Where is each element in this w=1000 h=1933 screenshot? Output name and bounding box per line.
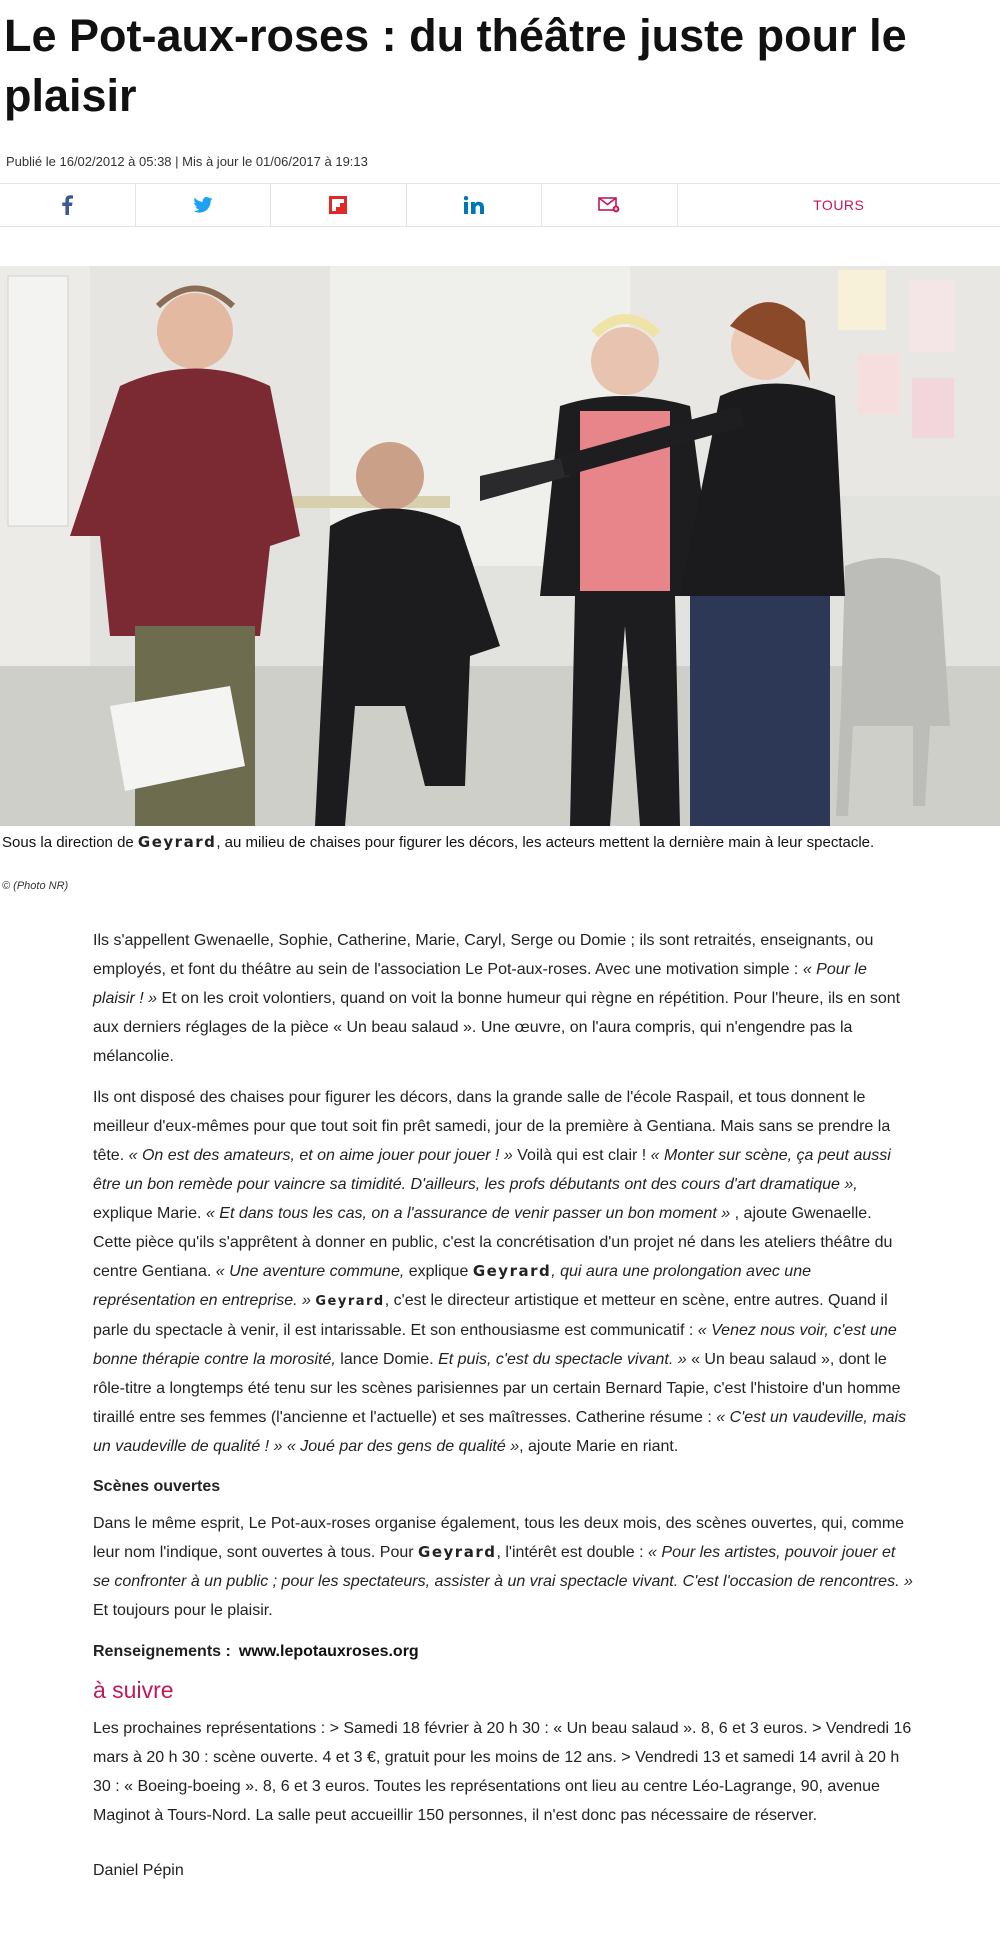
text-span: Voilà qui est clair !: [517, 1147, 647, 1164]
text-span: Ils s'appellent Gwenaelle, Sophie, Catherine, Marie, Caryl, Serge ou Domie ; ils sont retraités, enseignants, ou employés, et font du théâtre au sein de l'association Le Pot-aux-roses. Avec une motivation simple :: [93, 932, 874, 978]
text-span: explique: [408, 1263, 469, 1280]
text-span: , c'est le directeur artistique et metteur en scène, entre autres. Quand il parle du spectacle à venir, il est intarissable. Et son enthousiasme est communicatif :: [93, 1292, 888, 1339]
photo-credit: © (Photo NR): [2, 880, 69, 892]
quote-span: « Une aventure commune,: [215, 1263, 405, 1280]
section-heading: Scènes ouvertes: [93, 1478, 221, 1495]
quote-span: , qui aura une prolongation avec une représentation en entreprise. »: [93, 1263, 811, 1309]
text-span: Et on les croit volontiers, quand on voit la bonne humeur qui règne en répétition. Pour l'heure, ils en sont aux derniers réglages de la pièce « Un beau salaud ». Une œuvre, on l'aura compris, qui n'engendre pas la mélancolie.: [93, 990, 901, 1065]
quote-span: « Monter sur scène, ça peut aussi être un bon remède pour vaincre sa timidité. D'ailleurs, les profs débutants ont des cours d'art dramatique »,: [93, 1147, 891, 1193]
photo-illustration: [0, 266, 1000, 826]
info-line: [93, 1637, 913, 1666]
quote-span: « Pour les artistes, pouvoir jouer et se confronter à un public ; pour les spectateurs, assister à un vrai spectacle vivant. C'est l'occasion de rencontres. »: [93, 1544, 913, 1590]
category-tag-label: TOURS: [813, 197, 865, 213]
text-span: « Un beau salaud », dont le rôle-titre a longtemps été tenu sur les scènes parisiennes par un certain Bernard Tapie, c'est l'histoire d'un homme tiraillé entre ses femmes (l'ancienne et l'actuelle) et ses maîtresses. Catherine résume :: [93, 1351, 901, 1426]
share-twitter-button[interactable]: [136, 184, 272, 226]
text-span: Dans le même esprit, Le Pot-aux-roses organise également, tous les deux mois, des scènes ouvertes, qui, comme leur nom l'indique, sont ouvertes à tous. Pour: [93, 1515, 905, 1561]
twitter-icon: [193, 197, 213, 213]
caption-text-start: Sous la direction de: [2, 834, 134, 851]
text-span: Et toujours pour le plaisir.: [93, 1602, 273, 1619]
article-title: Le Pot-aux-roses : du théâtre juste pour le plaisir: [4, 10, 907, 121]
redacted-name-signature: Geyrard: [315, 1294, 385, 1309]
article-photo: [0, 266, 1000, 826]
website-link[interactable]: www.lepotauxroses.org: [238, 1643, 419, 1660]
quote-span: « On est des amateurs, et on aime jouer pour jouer ! »: [128, 1147, 513, 1164]
share-facebook-button[interactable]: [0, 184, 136, 226]
quote-span: Et puis, c'est du spectacle vivant. »: [438, 1351, 687, 1368]
quote-span: « C'est un vaudeville, mais un vaudeville de qualité ! » « Joué par des gens de qualité »: [93, 1409, 907, 1455]
text-span: , ajoute Gwenaelle. Cette pièce qu'ils s'apprêtent à donner en public, c'est la concrétisation d'un projet né dans les ateliers théâtre du centre Gentiana.: [93, 1205, 893, 1280]
share-flipboard-button[interactable]: [271, 184, 407, 226]
text-span: , l'intérêt est double :: [496, 1544, 644, 1561]
paragraph-3: [93, 1509, 913, 1625]
paragraph-1: [93, 926, 913, 1071]
text-span: lance Domie.: [340, 1351, 434, 1368]
author-name: Daniel Pépin: [93, 1862, 184, 1879]
share-bar: [0, 183, 1000, 227]
publish-meta: Publié le 16/02/2012 à 05:38 | Mis à jour le 01/06/2017 à 19:13: [6, 154, 368, 169]
text-span: , ajoute Marie en riant.: [519, 1438, 679, 1455]
facebook-icon: [61, 195, 73, 215]
paragraph-4: Les prochaines représentations : > Samedi 18 février à 20 h 30 : « Un beau salaud ». 8, 6 et 3 euros. > Vendredi 16 mars à 20 h 30 : scène ouverte. 4 et 3 €, gratuit pour les moins de 12 ans. > Vendredi 13 et samedi 14 avril à 20 h 30 : « Boeing-boeing ». 8, 6 et 3 euros. Toutes les représentations ont lieu au centre Léo-Lagrange, 90, avenue Maginot à Tours-Nord. La salle peut accueillir 150 personnes, il n'est donc pas nécessaire de réserver.: [93, 1720, 912, 1824]
redacted-name-signature: Geyrard: [137, 833, 217, 851]
paragraph-2: [93, 1083, 913, 1461]
text-span: Ils ont disposé des chaises pour figurer les décors, dans la grande salle de l'école Raspail, et tous donnent le meilleur d'eux-mêmes pour que tout soit fin prêt samedi, jour de la première à Gentiana. Mais sans se prendre la tête.: [93, 1089, 891, 1164]
quote-span: « Venez nous voir, c'est une bonne thérapie contre la morosité,: [93, 1322, 897, 1368]
share-email-button[interactable]: [542, 184, 678, 226]
info-label: Renseignements :: [93, 1643, 231, 1660]
category-tag-tours[interactable]: [678, 184, 1000, 226]
redacted-name-signature: Geyrard: [418, 1543, 497, 1561]
quote-span: « Et dans tous les cas, on a l'assurance de venir passer un bon moment »: [205, 1205, 731, 1222]
flipboard-icon: [329, 196, 347, 214]
photo-caption: [2, 832, 987, 853]
text-span: explique Marie.: [93, 1205, 202, 1222]
quote-span: « Pour le plaisir ! »: [93, 961, 867, 1007]
share-linkedin-button[interactable]: [407, 184, 543, 226]
caption-text-end: , au milieu de chaises pour figurer les décors, les acteurs mettent la dernière main à leur spectacle.: [216, 834, 875, 851]
a-suivre-heading: à suivre: [93, 1677, 174, 1703]
redacted-name-signature: Geyrard: [472, 1262, 552, 1280]
email-icon: [598, 197, 620, 213]
article-body: [93, 926, 913, 1885]
linkedin-icon: [464, 196, 484, 214]
